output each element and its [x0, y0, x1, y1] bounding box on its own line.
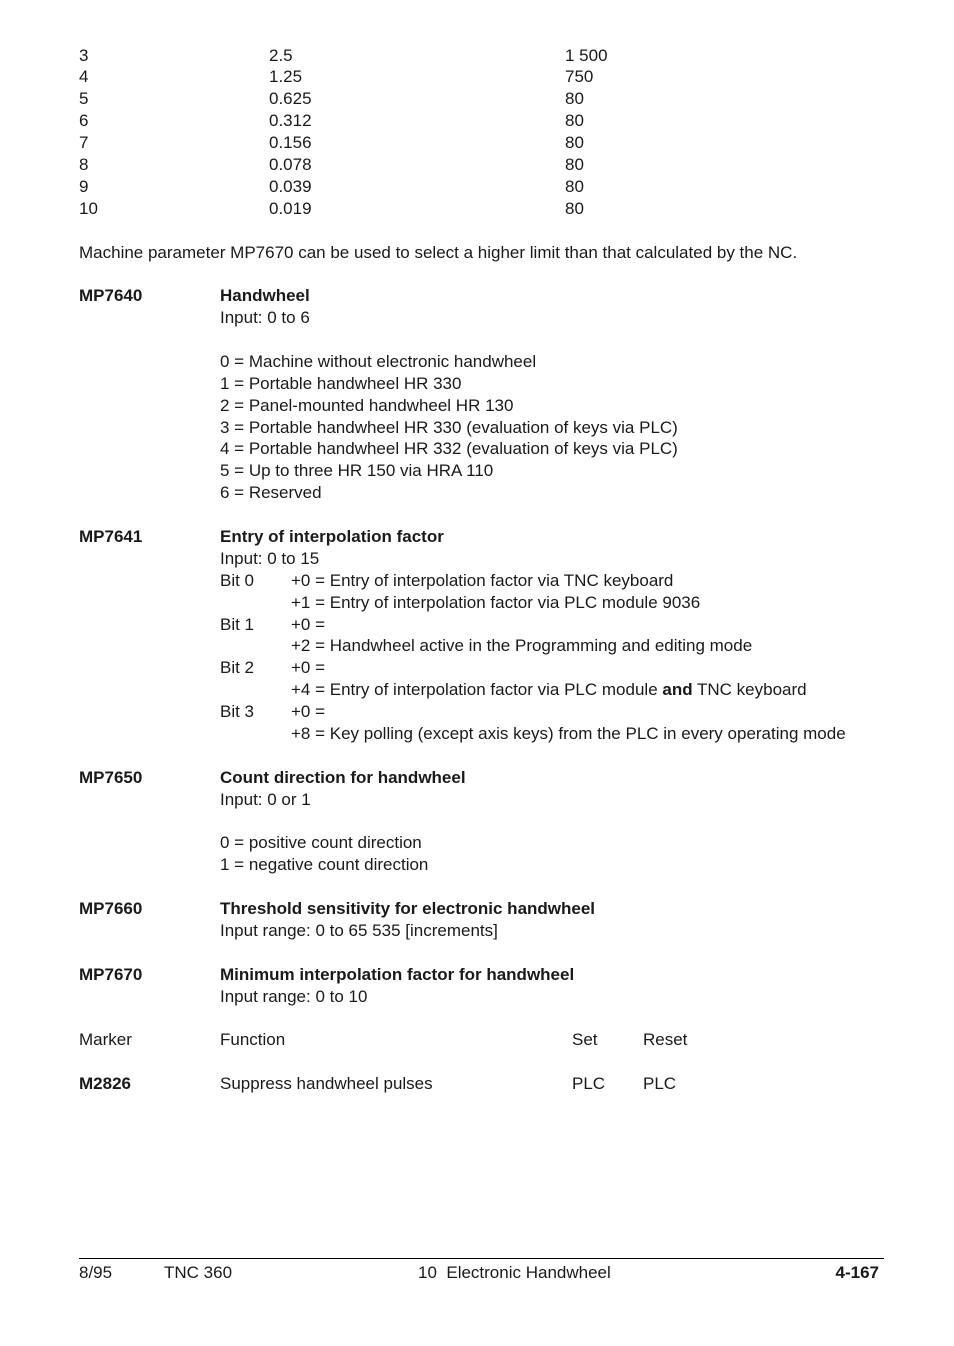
table-cell: 0.625 — [269, 89, 312, 108]
bit-value-line: +8 = Key polling (except axis keys) from the PLC in every operating mode — [291, 724, 846, 743]
parameter-input: Input range: 0 to 10 — [220, 987, 368, 1006]
bit-label: Bit 0 — [220, 571, 255, 590]
table-cell: 80 — [565, 133, 584, 152]
column-header-reset: Reset — [643, 1030, 688, 1049]
option-line: 1 = Portable handwheel HR 330 — [220, 374, 462, 393]
option-line: 5 = Up to three HR 150 via HRA 110 — [220, 461, 494, 480]
table-cell: 0.312 — [269, 111, 312, 130]
bit-zero-line: +0 = — [291, 615, 326, 634]
column-header-function: Function — [220, 1030, 286, 1049]
table-cell: 80 — [565, 199, 584, 218]
parameter-code: MP7670 — [79, 965, 143, 984]
table-cell: 0.019 — [269, 199, 312, 218]
bit-value-line: +2 = Handwheel active in the Programming and editing mode — [291, 636, 753, 655]
table-cell: 7 — [79, 133, 89, 152]
table-cell: 9 — [79, 177, 89, 196]
table-cell: 4 — [79, 67, 89, 86]
option-line: 4 = Portable handwheel HR 332 (evaluation of keys via PLC) — [220, 439, 678, 458]
bit-value-text: TNC keyboard — [692, 680, 807, 699]
footer-chapter: 10 Electronic Handwheel — [418, 1263, 611, 1282]
option-line: 6 = Reserved — [220, 483, 322, 502]
bit-value-line: +1 = Entry of interpolation factor via PLC module 9036 — [291, 593, 701, 612]
bit-zero-line: +0 = Entry of interpolation factor via TNC keyboard — [291, 571, 674, 590]
parameter-title: Entry of interpolation factor — [220, 527, 444, 546]
table-cell: 8 — [79, 155, 89, 174]
parameter-input: Input: 0 to 15 — [220, 549, 320, 568]
option-line: 3 = Portable handwheel HR 330 (evaluation of keys via PLC) — [220, 418, 678, 437]
bit-label: Bit 2 — [220, 658, 255, 677]
table-cell: 6 — [79, 111, 89, 130]
marker-reset: PLC — [643, 1074, 677, 1093]
marker-set: PLC — [572, 1074, 606, 1093]
bit-zero-line: +0 = — [291, 658, 326, 677]
intro-paragraph: Machine parameter MP7670 can be used to select a higher limit than that calculated by the NC. — [79, 243, 798, 262]
table-cell: 5 — [79, 89, 89, 108]
table-cell: 80 — [565, 111, 584, 130]
parameter-code: MP7660 — [79, 899, 143, 918]
parameter-input: Input: 0 to 6 — [220, 308, 310, 327]
parameter-code: MP7640 — [79, 286, 143, 305]
option-line: 0 = Machine without electronic handwheel — [220, 352, 537, 371]
bit-label: Bit 1 — [220, 615, 255, 634]
parameter-input: Input: 0 or 1 — [220, 790, 311, 809]
table-cell: 2.5 — [269, 46, 293, 65]
footer-product: TNC 360 — [164, 1263, 233, 1282]
table-cell: 3 — [79, 46, 89, 65]
table-cell: 80 — [565, 89, 584, 108]
marker-code: M2826 — [79, 1074, 131, 1093]
parameter-code: MP7641 — [79, 527, 143, 546]
table-cell: 0.078 — [269, 155, 312, 174]
table-cell: 0.039 — [269, 177, 312, 196]
bit-value-text: +4 = Entry of interpolation factor via PLC module — [291, 680, 663, 699]
table-cell: 80 — [565, 155, 584, 174]
parameter-code: MP7650 — [79, 768, 143, 787]
option-line: 2 = Panel-mounted handwheel HR 130 — [220, 396, 514, 415]
parameter-title: Handwheel — [220, 286, 310, 305]
table-cell: 1 500 — [565, 46, 608, 65]
column-header-set: Set — [572, 1030, 598, 1049]
parameter-title: Count direction for handwheel — [220, 768, 466, 787]
table-cell: 10 — [79, 199, 98, 218]
footer-page-number: 4-167 — [835, 1263, 879, 1282]
parameter-title: Minimum interpolation factor for handwheel — [220, 965, 575, 984]
column-header-marker: Marker — [79, 1030, 132, 1049]
bit-label: Bit 3 — [220, 702, 255, 721]
option-line: 1 = negative count direction — [220, 855, 429, 874]
parameter-input: Input range: 0 to 65 535 [increments] — [220, 921, 498, 940]
footer-date: 8/95 — [79, 1263, 113, 1282]
table-cell: 1.25 — [269, 67, 303, 86]
option-line: 0 = positive count direction — [220, 833, 422, 852]
bit-zero-line: +0 = — [291, 702, 326, 721]
table-cell: 80 — [565, 177, 584, 196]
bit-value-emphasis: and — [662, 680, 693, 699]
marker-function: Suppress handwheel pulses — [220, 1074, 433, 1093]
table-cell: 0.156 — [269, 133, 312, 152]
footer-divider — [79, 1258, 884, 1259]
bit-value-line — [291, 679, 807, 701]
table-cell: 750 — [565, 67, 594, 86]
parameter-title: Threshold sensitivity for electronic handwheel — [220, 899, 596, 918]
